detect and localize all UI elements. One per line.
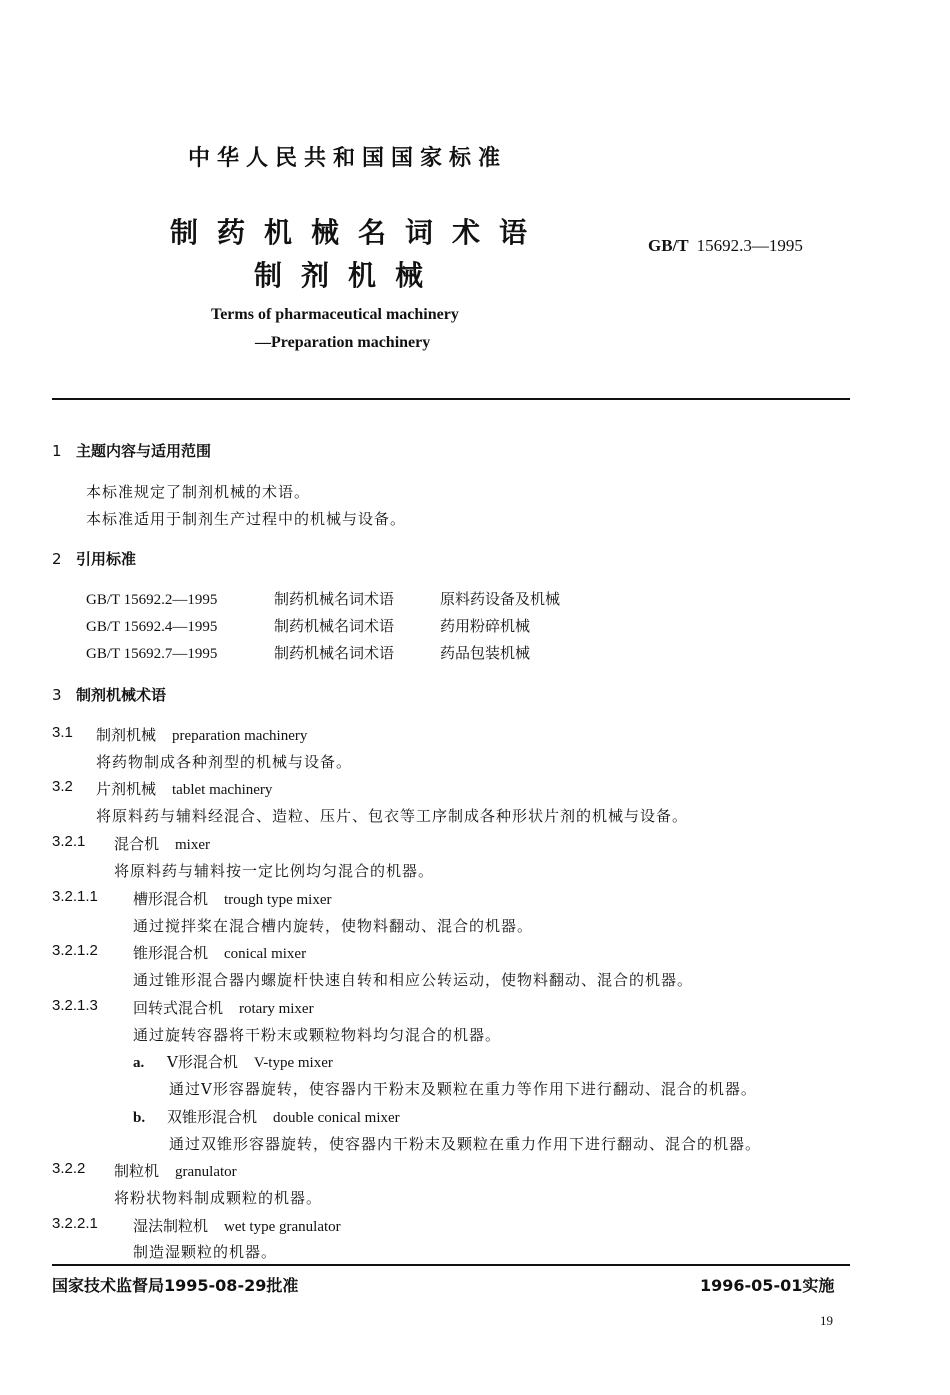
reference-row (86, 615, 530, 636)
term-cn: V形混合机 (167, 1053, 238, 1071)
term-definition: 通过旋转容器将干粉末或颗粒物料均匀混合的机器。 (133, 1026, 502, 1044)
term-heading (114, 1160, 237, 1181)
term-number: 3.1 (52, 724, 73, 741)
reference-name: 原料药设备及机械 (440, 590, 561, 608)
term-number: 3.2 (52, 778, 73, 795)
effective-date: 1996-05-01实施 (700, 1276, 835, 1295)
sub-item-heading (133, 1051, 333, 1072)
term-heading (133, 942, 306, 963)
term-heading (133, 1215, 341, 1236)
term-number: 3.2.1.3 (52, 997, 98, 1014)
term-en: tablet machinery (172, 782, 273, 798)
sub-item-definition: 通过V形容器旋转，使容器内干粉末及颗粒在重力等作用下进行翻动、混合的机器。 (169, 1080, 757, 1098)
standard-code: 15692.3—1995 (696, 236, 803, 255)
section-3-heading (52, 684, 166, 705)
reference-category: 制药机械名词术语 (274, 617, 395, 635)
term-en: granulator (175, 1164, 237, 1180)
term-definition: 通过锥形混合器内螺旋杆快速自转和相应公转运动，使物料翻动、混合的机器。 (133, 971, 694, 989)
term-definition: 通过搅拌桨在混合槽内旋转，使物料翻动、混合的机器。 (133, 917, 534, 935)
section-1-para-2: 本标准适用于制剂生产过程中的机械与设备。 (86, 510, 407, 528)
reference-row (86, 642, 530, 663)
title-en-line2: —Preparation machinery (255, 334, 431, 351)
reference-category: 制药机械名词术语 (274, 590, 395, 608)
section-title: 引用标准 (76, 550, 137, 568)
section-number: 2 (52, 550, 62, 568)
section-title: 主题内容与适用范围 (76, 442, 212, 460)
term-en: wet type granulator (224, 1219, 341, 1235)
term-number: 3.2.1 (52, 833, 86, 850)
term-heading (133, 888, 332, 909)
section-1-heading (52, 440, 211, 461)
term-en: conical mixer (224, 946, 307, 962)
term-number: 3.2.2 (52, 1160, 86, 1177)
term-heading (96, 778, 272, 799)
term-cn: 混合机 (114, 835, 160, 853)
reference-code: GB/T 15692.4—1995 (86, 619, 218, 635)
term-definition: 将药物制成各种剂型的机械与设备。 (96, 753, 353, 771)
national-standard-heading: 中华人民共和国国家标准 (188, 146, 508, 171)
term-cn: 片剂机械 (96, 780, 157, 798)
term-en: preparation machinery (172, 728, 308, 744)
term-number: 3.2.1.2 (52, 942, 98, 959)
term-heading (114, 833, 210, 854)
term-definition: 将原料药与辅料按一定比例均匀混合的机器。 (114, 862, 435, 880)
page-number: 19 (820, 1313, 833, 1328)
term-cn: 锥形混合机 (133, 944, 209, 962)
header-divider (52, 398, 850, 400)
term-definition: 将原料药与辅料经混合、造粒、压片、包衣等工序制成各种形状片剂的机械与设备。 (96, 807, 689, 825)
sub-item-label: a. (133, 1055, 145, 1071)
term-cn: 湿法制粒机 (133, 1217, 209, 1235)
term-cn: 制剂机械 (96, 726, 157, 744)
term-cn: 双锥形混合机 (167, 1108, 258, 1126)
section-title: 制剂机械术语 (76, 686, 167, 704)
title-cn-line2: 制剂机械 (254, 259, 443, 292)
term-number: 3.2.2.1 (52, 1215, 98, 1232)
reference-row (86, 588, 560, 609)
section-number: 3 (52, 686, 62, 704)
term-cn: 制粒机 (114, 1162, 160, 1180)
title-en-line1: Terms of pharmaceutical machinery (211, 306, 459, 323)
reference-name: 药品包装机械 (440, 644, 531, 662)
reference-name: 药用粉碎机械 (440, 617, 531, 635)
term-en: rotary mixer (239, 1001, 314, 1017)
term-number: 3.2.1.1 (52, 888, 98, 905)
term-definition: 将粉状物料制成颗粒的机器。 (114, 1189, 323, 1207)
sub-item-definition: 通过双锥形容器旋转，使容器内干粉末及颗粒在重力作用下进行翻动、混合的机器。 (169, 1135, 762, 1153)
section-number: 1 (52, 442, 62, 460)
term-heading (133, 997, 314, 1018)
standard-prefix: GB/T (648, 236, 689, 255)
footer-divider (52, 1264, 850, 1266)
reference-code: GB/T 15692.2—1995 (86, 592, 218, 608)
reference-code: GB/T 15692.7—1995 (86, 646, 218, 662)
section-2-heading (52, 548, 136, 569)
term-definition: 制造湿颗粒的机器。 (133, 1243, 278, 1261)
term-cn: 回转式混合机 (133, 999, 224, 1017)
term-en: trough type mixer (224, 892, 332, 908)
term-en: double conical mixer (273, 1110, 400, 1126)
approval-date: 国家技术监督局1995-08-29批准 (52, 1276, 299, 1295)
sub-item-label: b. (133, 1110, 146, 1126)
term-cn: 槽形混合机 (133, 890, 209, 908)
term-en: mixer (175, 837, 211, 853)
standard-number (648, 236, 803, 256)
title-cn-line1: 制药机械名词术语 (170, 216, 547, 249)
sub-item-heading (133, 1106, 400, 1127)
term-en: V-type mixer (253, 1055, 333, 1071)
term-heading (96, 724, 307, 745)
section-1-para-1: 本标准规定了制剂机械的术语。 (86, 483, 311, 501)
reference-category: 制药机械名词术语 (274, 644, 395, 662)
